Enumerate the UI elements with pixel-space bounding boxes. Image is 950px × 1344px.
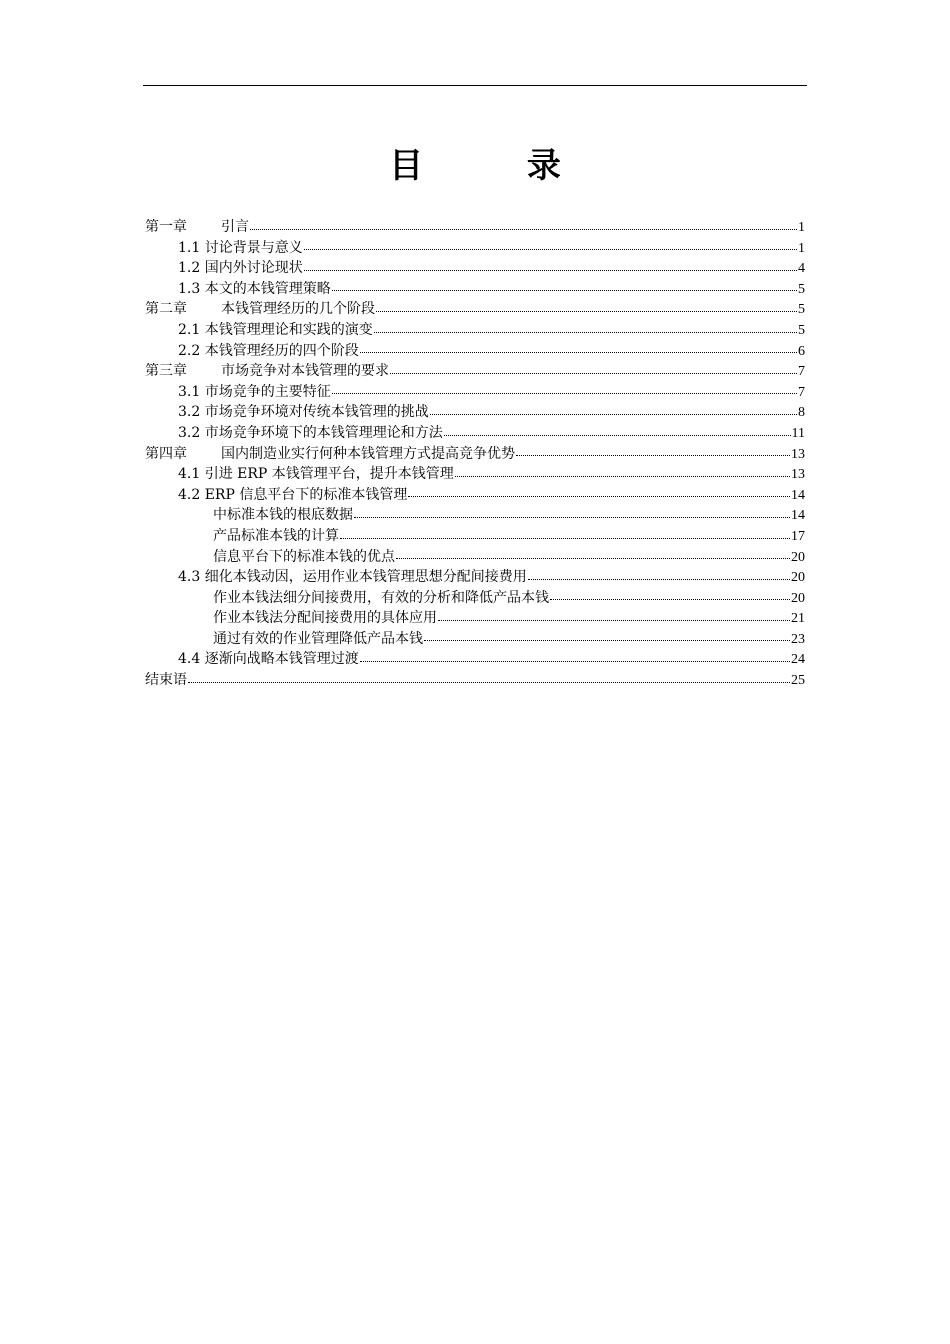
toc-dot-leader: [360, 351, 797, 353]
toc-page-number: 5: [798, 302, 805, 318]
toc-page-number: 24: [791, 652, 805, 668]
toc-entry-title: 结束语: [145, 672, 187, 689]
toc-dot-leader: [455, 475, 790, 477]
toc-entry-title: 4.4 逐渐向战略本钱管理过渡: [178, 651, 359, 668]
toc-entry-title: 产品标准本钱的计算: [213, 527, 339, 544]
toc-entry-title: 作业本钱法细分间接费用，有效的分析和降低产品本钱: [213, 589, 549, 606]
toc-entry-title: 4.2 ERP 信息平台下的标准本钱管理: [178, 486, 408, 503]
toc-entry-title: 引言: [221, 219, 249, 235]
toc-dot-leader: [516, 454, 790, 456]
toc-entry[interactable]: [145, 382, 805, 403]
toc-chapter-label: 第二章: [145, 301, 187, 318]
toc-entry-title: 4.1 引进 ERP 本钱管理平台，提升本钱管理: [178, 466, 454, 483]
toc-page-number: 14: [791, 508, 805, 524]
toc-dot-leader: [430, 413, 797, 415]
toc-page-number: 23: [791, 631, 805, 647]
toc-page-number: 17: [791, 528, 805, 544]
toc-dot-leader: [438, 619, 790, 621]
toc-page-number: 13: [791, 467, 805, 483]
toc-entry[interactable]: [145, 299, 805, 320]
toc-entry[interactable]: [145, 217, 805, 238]
toc-dot-leader: [374, 331, 797, 333]
toc-entry-title: 3.2 市场竞争环境下的本钱管理理论和方法: [178, 424, 443, 441]
toc-entry[interactable]: [145, 444, 805, 465]
toc-entry-title: 通过有效的作业管理降低产品本钱: [213, 630, 423, 647]
toc-chapter-label: 第四章: [145, 445, 187, 462]
toc-chapter-label: 第三章: [145, 363, 187, 380]
toc-page-number: 20: [791, 570, 805, 586]
toc-page-number: 6: [798, 343, 805, 359]
toc-page-number: 21: [791, 611, 805, 627]
toc-page-number: 1: [798, 240, 805, 256]
toc-page-number: 8: [798, 405, 805, 421]
toc-entry[interactable]: [145, 670, 805, 691]
toc-page-number: 4: [798, 261, 805, 277]
toc-entry-title: 本钱管理经历的几个阶段: [221, 301, 375, 318]
toc-entry[interactable]: [145, 361, 805, 382]
toc-dot-leader: [376, 310, 797, 312]
toc-dot-leader: [304, 248, 797, 250]
toc-page-number: 11: [791, 425, 805, 441]
toc-entry-title: 市场竞争对本钱管理的要求: [221, 363, 389, 380]
toc-dot-leader: [250, 228, 797, 230]
table-of-contents: [145, 217, 805, 691]
toc-dot-leader: [332, 289, 797, 291]
toc-entry-title: 作业本钱法分配间接费用的具体应用: [213, 610, 437, 627]
toc-page-number: 13: [791, 446, 805, 462]
toc-page-number: 1: [798, 220, 805, 235]
toc-dot-leader: [354, 516, 790, 518]
toc-entry[interactable]: [145, 485, 805, 506]
toc-entry-title: 国内制造业实行何种本钱管理方式提高竞争优势: [221, 445, 515, 462]
toc-entry-title: 信息平台下的标准本钱的优点: [213, 548, 395, 565]
toc-dot-leader: [528, 578, 790, 580]
toc-entry[interactable]: [145, 567, 805, 588]
toc-entry[interactable]: [145, 505, 805, 526]
toc-entry-title: 2.1 本钱管理理论和实践的演变: [178, 321, 373, 338]
toc-page-number: 14: [791, 487, 805, 503]
toc-heading: 目 录: [389, 146, 607, 186]
toc-dot-leader: [332, 392, 797, 394]
toc-entry[interactable]: [145, 629, 805, 650]
toc-dot-leader: [390, 372, 797, 374]
toc-entry[interactable]: [145, 341, 805, 362]
toc-page-number: 20: [791, 549, 805, 565]
toc-entry-title: 3.1 市场竞争的主要特征: [178, 383, 331, 400]
toc-dot-leader: [444, 434, 791, 436]
toc-page-number: 7: [798, 364, 805, 380]
toc-entry[interactable]: [145, 526, 805, 547]
toc-entry-title: 4.3 细化本钱动因，运用作业本钱管理思想分配间接费用: [178, 569, 527, 586]
toc-entry-title: 1.1 讨论背景与意义: [178, 239, 303, 256]
toc-page-number: 7: [798, 384, 805, 400]
toc-dot-leader: [360, 660, 790, 662]
toc-dot-leader: [396, 557, 790, 559]
toc-entry[interactable]: [145, 464, 805, 485]
toc-page-number: 20: [791, 590, 805, 606]
toc-dot-leader: [408, 495, 790, 497]
toc-entry[interactable]: [145, 279, 805, 300]
toc-chapter-label: 第一章: [145, 219, 187, 235]
toc-page-number: 5: [798, 322, 805, 338]
toc-entry[interactable]: [145, 238, 805, 259]
toc-page-number: 5: [798, 281, 805, 297]
toc-entry[interactable]: [145, 320, 805, 341]
toc-page-number: 25: [791, 673, 805, 689]
toc-dot-leader: [424, 639, 790, 641]
toc-entry-title: 中标准本钱的根底数据: [213, 507, 353, 524]
toc-entry[interactable]: [145, 258, 805, 279]
toc-dot-leader: [188, 681, 790, 683]
toc-entry-title: 3.2 市场竞争环境对传统本钱管理的挑战: [178, 404, 429, 421]
toc-entry-title: 2.2 本钱管理经历的四个阶段: [178, 342, 359, 359]
toc-entry-title: 1.3 本文的本钱管理策略: [178, 280, 331, 297]
toc-entry[interactable]: [145, 547, 805, 568]
toc-entry-title: 1.2 国内外讨论现状: [178, 260, 303, 277]
toc-entry[interactable]: [145, 423, 805, 444]
toc-entry[interactable]: [145, 649, 805, 670]
toc-entry[interactable]: [145, 588, 805, 609]
toc-dot-leader: [550, 598, 790, 600]
toc-entry[interactable]: [145, 608, 805, 629]
header-rule: [143, 85, 807, 86]
toc-dot-leader: [340, 537, 790, 539]
toc-dot-leader: [304, 269, 797, 271]
toc-entry[interactable]: [145, 402, 805, 423]
